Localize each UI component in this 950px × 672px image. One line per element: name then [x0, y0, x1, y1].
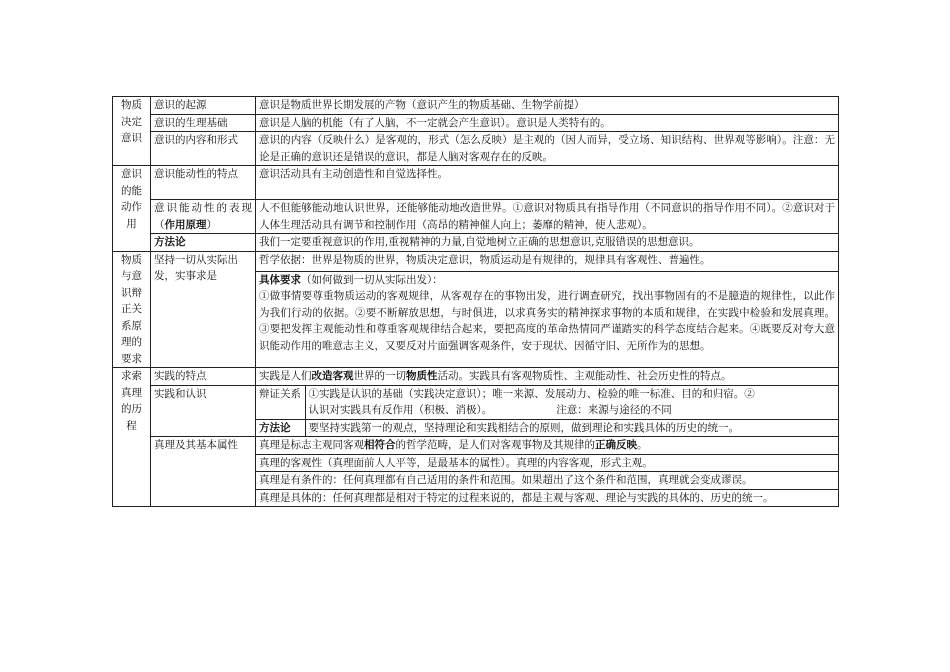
requirements-heading: 具体要求 — [259, 273, 301, 286]
row-label-practice-features: 实践的特点 — [151, 368, 256, 386]
section-title-truth-journey: 求索真理的历程 — [113, 368, 151, 507]
table-row — [113, 437, 839, 455]
table-row — [113, 385, 839, 437]
practice-methodology-text: 要坚持实践第一的观点，坚持理论和实践相结合的原则，做到理论和实践具体的历史的统一。 — [305, 419, 838, 436]
text-part: 实践是人们 — [259, 370, 312, 382]
text-bold-part: 相符合 — [364, 439, 396, 451]
text-bold-part: 正确反映 — [595, 439, 637, 451]
table-row — [113, 132, 839, 166]
section-title-requirements: 物质与意识辩正关系原理的要求 — [113, 251, 151, 368]
row-label-physiology: 意识的生理基础 — [151, 114, 256, 132]
row-text-requirements — [256, 271, 839, 367]
row-text-basis: 哲学依据：世界是物质的世界，物质决定意识，物质运动是有规律的，规律具有客观性、普遍性。 — [256, 251, 839, 271]
row-label-practice-cognition: 实践和认识 — [151, 385, 256, 437]
knowledge-table — [112, 96, 839, 507]
table-row — [113, 114, 839, 132]
table-row — [113, 200, 839, 234]
row-text-methodology: 我们一定要重视意识的作用,重视精神的力量,自觉地树立正确的思想意识,克服错误的思想意识。 — [256, 234, 839, 252]
row-text-agency-manifestation: 人不但能够能动地认识世界，还能够能动地改造世界。①意识对物质具有指导作用（不同意识的指导作用不同）。②意识对于人体生理活动具有调节和控制作用（高昂的精神催人向上；萎靡的精神，使人悲观）。 — [256, 200, 839, 234]
table-row — [113, 234, 839, 252]
row-text-truth-definition — [256, 437, 839, 455]
text-part: 的哲学范畴，是人们对客观事物及其规律的 — [395, 439, 595, 451]
table-row — [256, 386, 838, 420]
label-part: ） — [206, 218, 217, 231]
row-label-seek-truth: 坚持一切从实际出发，实事求是 — [151, 251, 256, 368]
section-title-matter-determines-consciousness: 物质决定意识 — [113, 97, 151, 166]
text-bold-part: 物质性 — [406, 370, 438, 382]
label-part: 意识能动性的表现（ — [154, 202, 252, 231]
table-row — [113, 251, 839, 271]
dialectic-line-2: 认识对实践具有反作用（积极、消极）。 — [308, 404, 493, 416]
row-label-origin: 意识的起源 — [151, 97, 256, 115]
row-label-methodology: 方法论 — [151, 234, 256, 252]
practice-cognition-cell — [256, 385, 839, 437]
section-title-consciousness-agency: 意识的能动作用 — [113, 166, 151, 252]
dialectic-note: 注意：来源与途径的不同 — [556, 404, 672, 416]
table-row — [113, 97, 839, 115]
row-text-practice-features — [256, 368, 839, 386]
requirements-body: ①做事情要尊重物质运动的客观规律，从客观存在的事物出发，进行调查研究，找出事物固有的不是臆造的规律性，以此作为我们行动的依据。②要不断解放思想，与时俱进，以求真务实的精神探求事物的本质和规律，在实践中检验和发展真理。③要把发挥主观能动性和尊重客观规律结合起来，要把高度的革命热情同严谨踏实的科学态度结合起来。④既要反对夸大意识能动作用的唯意志主义，又要反对片面强调客观条件，安于现状、因循守旧、无所作为的思想。 — [259, 290, 835, 352]
table-row — [113, 368, 839, 386]
text-part: 活动。实践具有客观物质性、主观能动性、社会历史性的特点。 — [437, 370, 732, 382]
text-part: 真理是标志主观同客观 — [259, 439, 364, 451]
row-text-agency-features: 意识活动具有主动创造性和自觉选择性。 — [256, 166, 839, 200]
requirements-heading-tail: （如何做到一切从实际出发）： — [301, 273, 443, 286]
practice-cognition-subtable — [256, 386, 838, 437]
label-bold-part: 作用原理 — [164, 218, 207, 231]
row-label-agency-features: 意识能动性的特点 — [151, 166, 256, 200]
practice-methodology-label: 方法论 — [256, 419, 305, 436]
table-row — [113, 166, 839, 200]
table-row — [256, 419, 838, 436]
row-label-truth-properties: 真理及其基本属性 — [151, 437, 256, 507]
dialectic-text — [305, 386, 838, 420]
row-text-content-form: 意识的内容（反映什么）是客观的，形式（怎么反映）是主观的（因人而异，受立场、知识结构、世界观等影响）。注意：无论是正确的意识还是错误的意识，都是人脑对客观存在的反映。 — [256, 132, 839, 166]
text-bold-part: 改造客观 — [311, 370, 354, 382]
dialectic-line-1: ①实践是认识的基础（实践决定意识）；唯一来源、发展动力、检验的唯一标准、目的和归宿。② — [308, 387, 755, 400]
dialectic-label: 辩证关系 — [256, 386, 305, 420]
row-label-agency-manifestation — [151, 200, 256, 234]
row-text-origin: 意识是物质世界长期发展的产物（意识产生的物质基础、生物学前提） — [256, 97, 839, 115]
row-label-content-form: 意识的内容和形式 — [151, 132, 256, 166]
row-text-physiology: 意识是人脑的机能（有了人脑，不一定就会产生意识）。意识是人类特有的。 — [256, 114, 839, 132]
text-part: 。 — [637, 439, 648, 451]
text-part: 世界的一切 — [353, 370, 406, 382]
row-text-truth-conditional: 真理是有条件的：任何真理都有自己适用的条件和范围。如果超出了这个条件和范围，真理就会变成谬误。 — [256, 472, 839, 490]
row-text-truth-objectivity: 真理的客观性（真理面前人人平等，是最基本的属性）。真理的内容客观，形式主观。 — [256, 454, 839, 472]
row-text-truth-concrete: 真理是具体的：任何真理都是相对于特定的过程来说的，都是主观与客观、理论与实践的具体的、历史的统一。 — [256, 489, 839, 507]
